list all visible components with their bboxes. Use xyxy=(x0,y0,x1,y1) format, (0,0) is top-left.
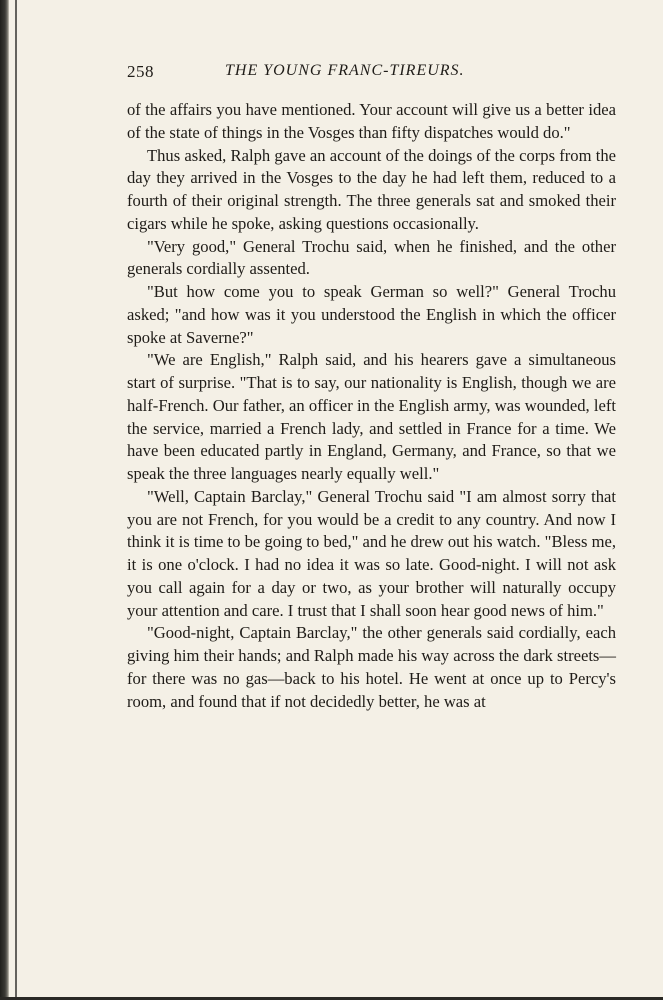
body-text xyxy=(127,99,616,713)
running-head xyxy=(127,56,616,84)
paragraph: "Good-night, Captain Barclay," the other generals said cordially, each giving him their hands; and Ralph made his way across the dark streets—for there was no gas—back to his hotel. He went at once up to Percy's room, and found that if not decidedly better, he was at xyxy=(127,623,616,711)
running-title: THE YOUNG FRANC-TIREURS. xyxy=(225,62,465,79)
paragraph: "Well, Captain Barclay," General Trochu said "I am almost sorry that you are not French, for you would be a credit to any country. And now I think it is time to be going to bed," and he drew out his watch. "Bless me, it is one o'clock. I had no idea it was so late. Good-night. I will not ask you call again for a day or two, as your brother will naturally occupy your attention and care. I trust that I shall soon hear good news of him." xyxy=(127,486,616,620)
gutter-line xyxy=(15,0,17,1000)
paragraph: "But how come you to speak German so well?" General Trochu asked; "and how was it you understood the English in which the officer spoke at Saverne?" xyxy=(127,282,616,347)
book-page xyxy=(127,56,616,713)
paragraph: "We are English," Ralph said, and his hearers gave a simultaneous start of surprise. "That is to say, our nationality is English, though we are half-French. Our father, an officer in the English army, was wounded, left the service, married a French lady, and settled in France for a time. We have been educated partly in England, Germany, and France, so that we speak the three languages nearly equally well." xyxy=(127,350,616,483)
paragraph: "Very good," General Trochu said, when he finished, and the other generals cordially assented. xyxy=(127,236,616,279)
paragraph-continuation: of the affairs you have mentioned. Your account will give us a better idea of the state of things in the Vosges than fifty dispatches would do." xyxy=(127,100,616,142)
book-binding-edge xyxy=(0,0,9,1000)
paragraph: Thus asked, Ralph gave an account of the doings of the corps from the day they arrived in the Vosges to the day he had left them, reduced to a fourth of their original strength. The three generals sat and smoked their cigars while he spoke, asking questions occasionally. xyxy=(127,145,616,233)
page-number: 258 xyxy=(127,62,154,81)
